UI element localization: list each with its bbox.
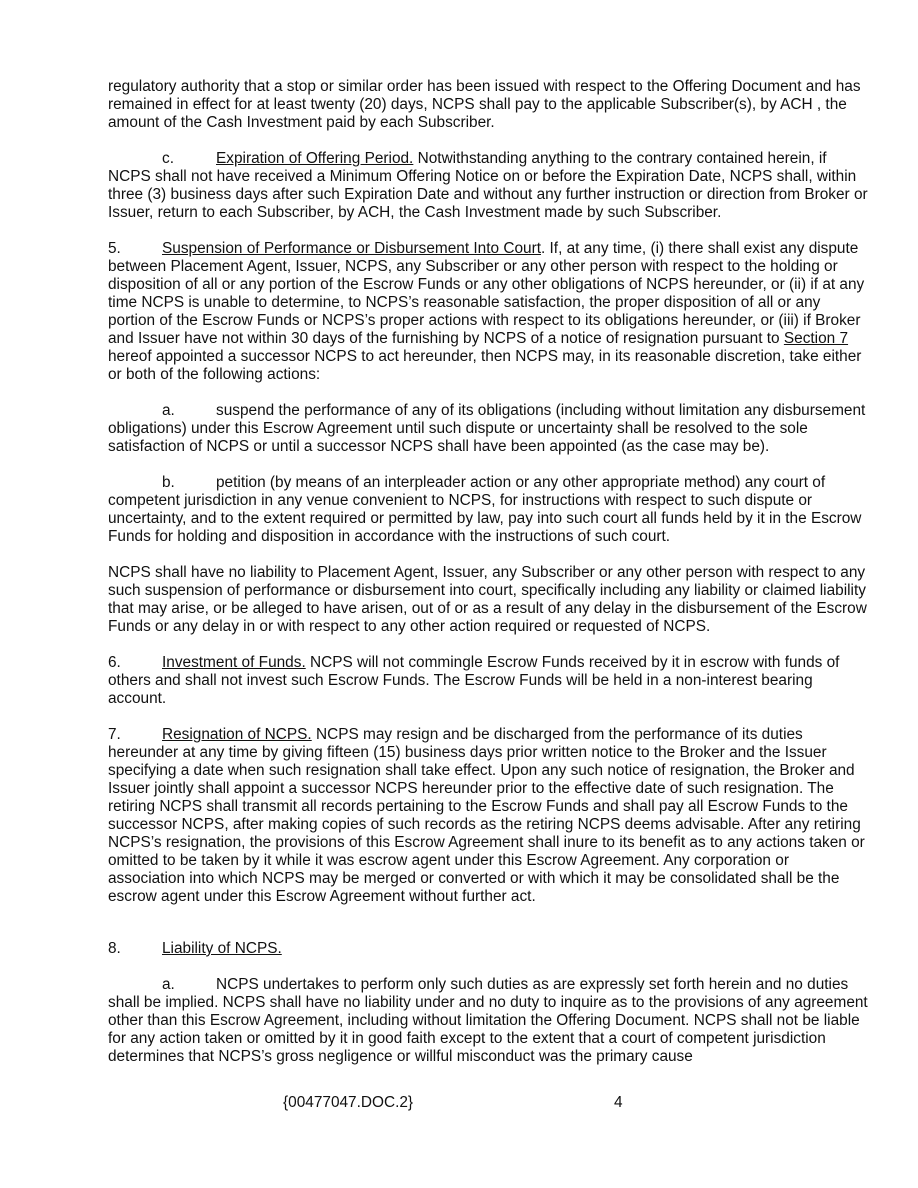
- section-text: petition (by means of an interpleader action or any other appropriate method) any court of competent jurisdiction in any venue convenient to NCPS, for instructions with respect to such dispute or uncertainty, and to the extent required or permitted by law, pay into such court all funds held by it in the Escrow Funds for holding and disposition in accordance with the instructions of such court.: [108, 474, 862, 545]
- section-heading: Investment of Funds.: [162, 654, 306, 671]
- section-heading: Suspension of Performance or Disbursement Into Court: [162, 240, 541, 257]
- section-number: c.: [162, 150, 174, 167]
- section-text: Notwithstanding anything to the contrary contained herein, if NCPS shall not have received a Minimum Offering Notice on or before the Expiration Date, NCPS shall, within three (3) business days after such Expiration Date and without any further instruction or direction from Broker or Issuer, return to each Subscriber, by ACH, the Cash Investment made by such Subscriber.: [108, 150, 868, 221]
- section-4c: [108, 150, 868, 222]
- section-text: NCPS will not commingle Escrow Funds received by it in escrow with funds of others and shall not invest such Escrow Funds. The Escrow Funds will be held in a non-interest bearing account.: [108, 654, 840, 707]
- section-text: hereof appointed a successor NCPS to act hereunder, then NCPS may, in its reasonable discretion, take either or both of the following actions:: [108, 348, 862, 383]
- section-6: [108, 654, 868, 708]
- document-body: [108, 78, 868, 1084]
- section-number: 5.: [108, 240, 121, 257]
- section-5-tail: NCPS shall have no liability to Placement Agent, Issuer, any Subscriber or any other person with respect to any such suspension of performance or disbursement into court, specifically including any liability or claimed liability that may arise, or be alleged to have arisen, out of or as a result of any delay in the disbursement of the Escrow Funds or any delay in or with respect to any other action required or requested of NCPS.: [108, 564, 867, 635]
- section-number: a.: [162, 976, 175, 993]
- section-8: [108, 940, 868, 958]
- paragraph-continuation: regulatory authority that a stop or similar order has been issued with respect to the Offering Document and has remained in effect for at least twenty (20) days, NCPS shall pay to the applicable Subscriber(s), by ACH , the amount of the Cash Investment paid by each Subscriber.: [108, 78, 861, 131]
- section-number: 8.: [108, 940, 121, 957]
- section-text: NCPS may resign and be discharged from the performance of its duties hereunder at any time by giving fifteen (15) business days prior written notice to the Broker and the Issuer specifying a date when such resignation shall take effect. Upon any such notice of resignation, the Broker and Issuer jointly shall appoint a successor NCPS hereunder prior to the effective date of such resignation. The retiring NCPS shall transmit all records pertaining to the Escrow Funds and shall pay all Escrow Funds to the successor NCPS, after making copies of such records as the retiring NCPS deems advisable. After any retiring NCPS’s resignation, the provisions of this Escrow Agreement shall inure to its benefit as to any actions taken or omitted to be taken by it while it was escrow agent under this Escrow Agreement. Any corporation or association into which NCPS may be merged or converted or with which it may be consolidated shall be the escrow agent under this Escrow Agreement without further act.: [108, 726, 865, 905]
- section-text: suspend the performance of any of its obligations (including without limitation any disbursement obligations) under this Escrow Agreement until such dispute or uncertainty shall be resolved to the sole satisfaction of NCPS or until a successor NCPS shall have been appointed (as the case may be).: [108, 402, 866, 455]
- section-cross-reference: Section 7: [783, 330, 849, 347]
- section-heading: Resignation of NCPS.: [162, 726, 312, 743]
- document-id: {00477047.DOC.2}: [283, 1094, 414, 1111]
- section-heading: Liability of NCPS.: [162, 940, 282, 957]
- section-number: b.: [162, 474, 175, 491]
- section-5b: [108, 474, 868, 546]
- section-7: [108, 726, 868, 906]
- section-text: . If, at any time, (i) there shall exist any dispute between Placement Agent, Issuer, NCPS, any Subscriber or any other person with respect to the holding or disposition of all or any portion of the Escrow Funds or any other obligations of NCPS hereunder, or (ii) if at any time NCPS is unable to determine, to NCPS’s reasonable satisfaction, the proper disposition of all or any portion of the Escrow Funds or NCPS’s proper actions with respect to its obligations hereunder, or (iii) if Broker and Issuer have not within 30 days of the furnishing by NCPS of a notice of resignation pursuant to: [108, 240, 865, 347]
- section-number: 6.: [108, 654, 121, 671]
- section-text: NCPS undertakes to perform only such duties as are expressly set forth herein and no duties shall be implied. NCPS shall have no liability under and no duty to inquire as to the provisions of any agreement other than this Escrow Agreement, including without limitation the Offering Document. NCPS shall not be liable for any action taken or omitted by it in good faith except to the extent that a court of competent jurisdiction determines that NCPS’s gross negligence or willful misconduct was the primary cause: [108, 976, 868, 1065]
- section-5a: [108, 402, 868, 456]
- section-8a: [108, 976, 868, 1066]
- section-number: 7.: [108, 726, 121, 743]
- section-number: a.: [162, 402, 175, 419]
- section-heading: Expiration of Offering Period.: [216, 150, 414, 167]
- section-5: [108, 240, 868, 384]
- page-number: 4: [614, 1094, 623, 1111]
